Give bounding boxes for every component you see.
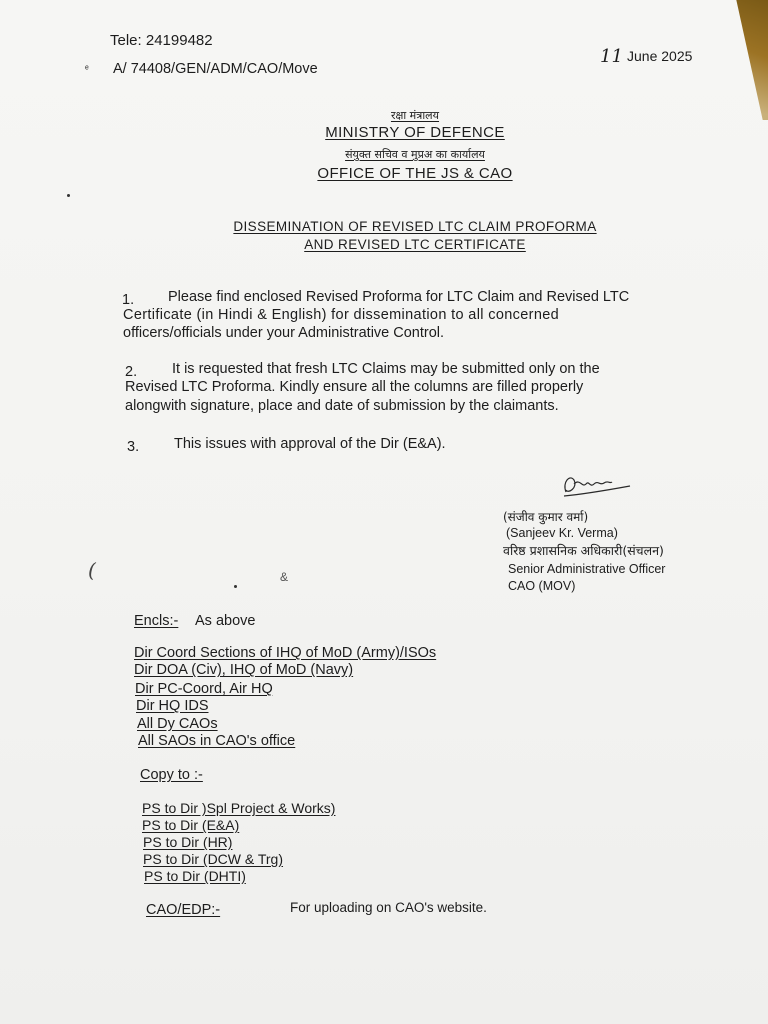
- stray-dot: [67, 194, 70, 197]
- paragraph-line: alongwith signature, place and date of submission by the claimants.: [125, 398, 559, 414]
- distribution-item: Dir Coord Sections of IHQ of MoD (Army)/ISOs: [134, 645, 437, 661]
- date-text: June 2025: [627, 48, 693, 64]
- distribution-item: Dir PC-Coord, Air HQ: [135, 681, 273, 697]
- copy-to-label: Copy to :-: [140, 767, 203, 783]
- distribution-item: All Dy CAOs: [137, 716, 218, 732]
- copy-to-item: PS to Dir )Spl Project & Works): [142, 800, 336, 816]
- copy-to-item: PS to Dir (HR): [143, 834, 233, 850]
- signatory-office: CAO (MOV): [508, 579, 576, 593]
- signatory-hindi-name: (संजीव कुमार वर्मा): [503, 510, 589, 524]
- paragraph-line: Certificate (in Hindi & English) for dissemination to all concerned: [123, 307, 560, 323]
- date-day-handwritten: 11: [600, 46, 623, 67]
- copy-to-item: PS to Dir (E&A): [142, 817, 240, 833]
- letterhead-office: OFFICE OF THE JS & CAO: [317, 165, 513, 182]
- handwritten-signature: [556, 468, 636, 504]
- signatory-designation: Senior Administrative Officer: [508, 562, 666, 576]
- subject-line-1: DISSEMINATION OF REVISED LTC CLAIM PROFORMA: [233, 219, 597, 234]
- letterhead-hindi-ministry: रक्षा मंत्रालय: [390, 109, 440, 122]
- paragraph-number: 2.: [125, 364, 138, 380]
- page-corner-shadow: [702, 0, 768, 120]
- edp-label: CAO/EDP:-: [146, 902, 221, 918]
- paragraph-line: officers/officials under your Administrative Control.: [123, 325, 445, 341]
- subject-line-2: AND REVISED LTC CERTIFICATE: [304, 237, 526, 252]
- edp-value: For uploading on CAO's website.: [290, 900, 487, 915]
- reference-number: A/ 74408/GEN/ADM/CAO/Move: [113, 61, 318, 77]
- paragraph-line: Please find enclosed Revised Proforma for LTC Claim and Revised LTC: [168, 289, 630, 305]
- distribution-item: All SAOs in CAO's office: [138, 733, 296, 749]
- stray-dot: [234, 585, 237, 588]
- letterhead-hindi-office: संयुक्त सचिव व मुप्रअ का कार्यालय: [345, 148, 485, 161]
- paragraph-number: 3.: [127, 439, 140, 455]
- distribution-item: Dir DOA (Civ), IHQ of MoD (Navy): [134, 662, 354, 678]
- stray-mark: &: [280, 570, 289, 584]
- letterhead-ministry: MINISTRY OF DEFENCE: [325, 124, 505, 141]
- paragraph-line: This issues with approval of the Dir (E&A).: [174, 436, 446, 452]
- signatory-name: (Sanjeev Kr. Verma): [506, 526, 618, 540]
- distribution-item: Dir HQ IDS: [136, 698, 209, 714]
- paragraph-line: It is requested that fresh LTC Claims may be submitted only on the: [172, 361, 600, 377]
- copy-to-item: PS to Dir (DHTI): [144, 868, 246, 884]
- copy-to-item: PS to Dir (DCW & Trg): [143, 851, 284, 867]
- encls-label: Encls:-: [134, 613, 179, 629]
- paragraph-number: 1.: [122, 292, 135, 308]
- signatory-hindi-designation: वरिष्ठ प्रशासनिक अधिकारी(संचलन): [503, 543, 664, 558]
- bullet-mark: ᵉ: [85, 64, 89, 75]
- paragraph-line: Revised LTC Proforma. Kindly ensure all the columns are filled properly: [125, 379, 584, 395]
- stray-mark: (: [88, 558, 96, 582]
- encls-value: As above: [195, 613, 256, 629]
- telephone-number: Tele: 24199482: [110, 32, 213, 49]
